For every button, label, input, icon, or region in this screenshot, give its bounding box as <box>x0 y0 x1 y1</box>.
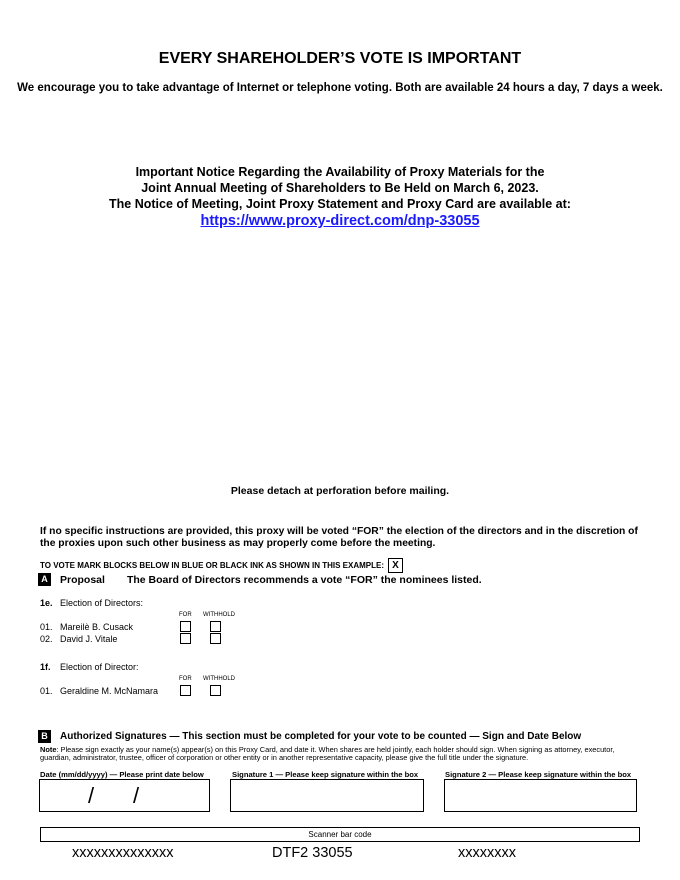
nominee-number: 01. <box>40 622 53 632</box>
date-separator-2: / <box>133 783 140 808</box>
note-text: : Please sign exactly as your name(s) appear(s) on this Proxy Card, and date it. When shares are held jointly, each holder should sign. When signing as attorney, executor, guardian, administrator, trustee, officer of corporation or other entity or in another representative capacity, please give the full title under the signature. <box>40 745 615 762</box>
section-a-recommendation: The Board of Directors recommends a vote “FOR” the nominees listed. <box>126 573 482 586</box>
proxy-materials-link[interactable]: https://www.proxy-direct.com/dnp-33055 <box>200 213 480 229</box>
notice-line-2: Joint Annual Meeting of Shareholders to Be Held on March 6, 2023. <box>141 181 539 195</box>
group-1f-number: 1f. <box>40 662 51 672</box>
for-checkbox-cusack[interactable] <box>180 621 191 632</box>
group-1e-number: 1e. <box>40 598 53 608</box>
proxy-notice <box>0 164 680 229</box>
date-field[interactable] <box>39 779 210 812</box>
barcode-right-code: xxxxxxxx <box>458 845 516 861</box>
signature-note <box>40 746 640 762</box>
group-1f-for-header: FOR <box>179 676 192 682</box>
vote-example-row <box>40 558 403 573</box>
nominee-name: David J. Vitale <box>60 634 118 644</box>
date-label: Date (mm/dd/yyyy) — Please print date below <box>40 770 204 779</box>
nominee-number: 02. <box>40 634 53 644</box>
section-b-header <box>38 730 581 743</box>
section-b-badge: B <box>38 730 51 743</box>
signature-2-label: Signature 2 — Please keep signature within the box <box>445 770 632 779</box>
group-1f-title: Election of Director: <box>60 662 139 672</box>
scanner-barcode-area: Scanner bar code <box>40 827 640 842</box>
group-1f-withhold-header: WITHHOLD <box>203 676 235 682</box>
voting-encouragement: We encourage you to take advantage of Internet or telephone voting. Both are available 24 hours a day, 7 days a week. <box>17 82 663 94</box>
signature-1-label: Signature 1 — Please keep signature within the box <box>232 770 419 779</box>
signature-1-field[interactable] <box>230 779 424 812</box>
notice-line-3: The Notice of Meeting, Joint Proxy Statement and Proxy Card are available at: <box>109 197 571 211</box>
group-1e-title: Election of Directors: <box>60 598 144 608</box>
barcode-left-code: xxxxxxxxxxxxxx <box>72 845 174 861</box>
withhold-checkbox-mcnamara[interactable] <box>210 685 221 696</box>
date-separator-1: / <box>88 783 95 808</box>
page-title: EVERY SHAREHOLDER’S VOTE IS IMPORTANT <box>158 50 522 67</box>
example-mark-box: X <box>388 558 403 573</box>
withhold-checkbox-vitale[interactable] <box>210 633 221 644</box>
nominee-name: Geraldine M. McNamara <box>60 686 159 696</box>
vote-example-text: TO VOTE MARK BLOCKS BELOW IN BLUE OR BLACK INK AS SHOWN IN THIS EXAMPLE: <box>40 561 384 570</box>
for-checkbox-vitale[interactable] <box>180 633 191 644</box>
group-1e-for-header: FOR <box>179 612 192 618</box>
group-1e-withhold-header: WITHHOLD <box>203 612 235 618</box>
section-a-header <box>38 573 482 586</box>
notice-line-1: Important Notice Regarding the Availability of Proxy Materials for the <box>135 165 545 179</box>
section-a-badge: A <box>38 573 51 586</box>
for-checkbox-mcnamara[interactable] <box>180 685 191 696</box>
signature-2-field[interactable] <box>444 779 637 812</box>
detach-instruction: Please detach at perforation before mailing. <box>230 485 450 497</box>
nominee-number: 01. <box>40 686 53 696</box>
barcode-mid-code: DTF2 33055 <box>272 845 353 861</box>
nominee-name: Mareilè B. Cusack <box>60 622 134 632</box>
note-label: Note <box>40 745 57 754</box>
section-b-title: Authorized Signatures — This section must be completed for your vote to be counted — Sign and Date Below <box>60 731 582 742</box>
section-a-label: Proposal <box>60 573 105 586</box>
withhold-checkbox-cusack[interactable] <box>210 621 221 632</box>
default-vote-instructions: If no specific instructions are provided, this proxy will be voted “FOR” the election of the directors and in the discretion of the proxies upon such other business as may properly come before the meeting. <box>40 526 638 549</box>
